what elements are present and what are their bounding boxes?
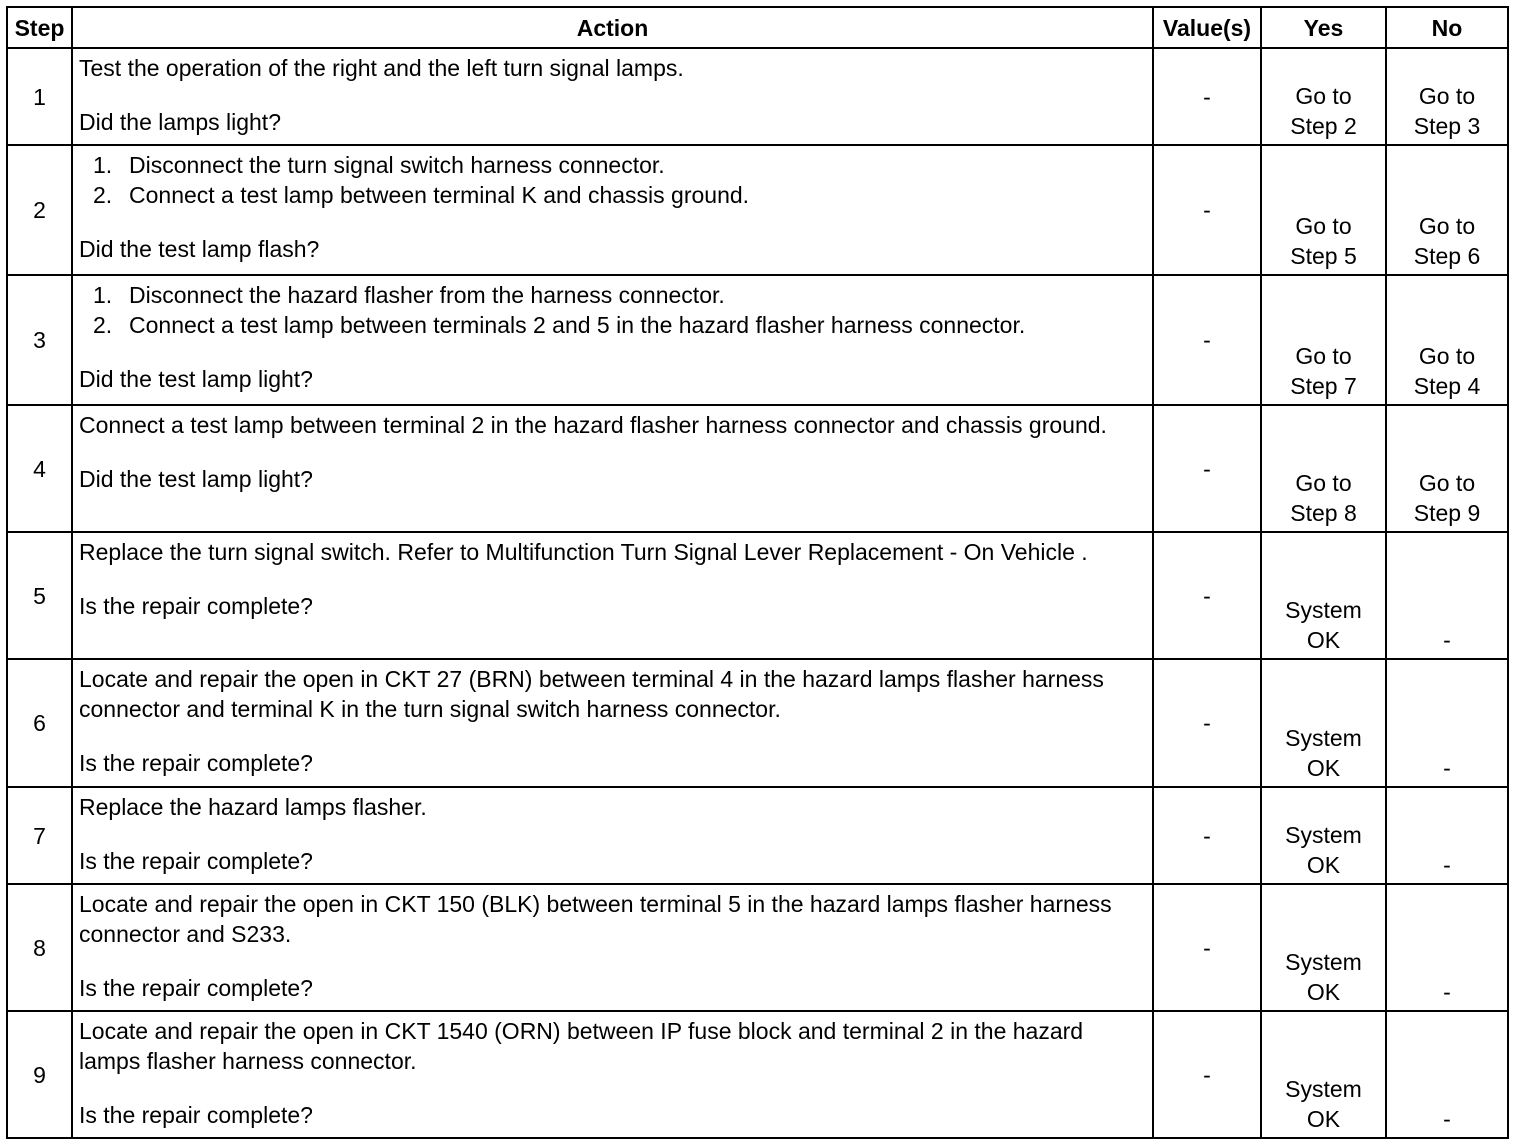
action-question: Is the repair complete? <box>79 975 313 1001</box>
no-result-line: Go to <box>1418 343 1476 369</box>
value-cell: - <box>1153 1011 1261 1138</box>
action-instructions <box>79 53 1144 137</box>
no-result-line: Step 3 <box>1413 113 1481 139</box>
yes-cell <box>1261 145 1386 275</box>
table-row <box>7 659 1508 787</box>
action-instructions <box>79 889 1144 1003</box>
header-action: Action <box>72 7 1153 48</box>
header-values: Value(s) <box>1153 7 1261 48</box>
action-cell <box>72 275 1153 405</box>
step-number: 5 <box>7 532 72 659</box>
no-cell <box>1386 787 1508 884</box>
yes-cell <box>1261 787 1386 884</box>
action-question: Is the repair complete? <box>79 750 313 776</box>
action-instructions <box>79 410 1144 494</box>
action-step-item <box>79 150 1144 180</box>
table-row <box>7 145 1508 275</box>
action-step-item <box>79 180 1144 210</box>
step-number: 7 <box>7 787 72 884</box>
value-cell: - <box>1153 659 1261 787</box>
value-cell: - <box>1153 275 1261 405</box>
no-cell <box>1386 1011 1508 1138</box>
action-cell <box>72 48 1153 145</box>
yes-result-line: OK <box>1306 755 1341 781</box>
value-cell: - <box>1153 532 1261 659</box>
yes-result-line: OK <box>1306 852 1341 878</box>
yes-result-line: System <box>1285 725 1362 751</box>
action-instructions <box>79 792 1144 876</box>
action-cell <box>72 145 1153 275</box>
action-text: Connect a test lamp between terminal 2 in the hazard flasher harness connector and chassis ground. <box>79 412 1107 438</box>
action-cell <box>72 1011 1153 1138</box>
action-question: Is the repair complete? <box>79 1102 313 1128</box>
action-text: Locate and repair the open in CKT 27 (BRN) between terminal 4 in the hazard lamps flasher harness connector and terminal K in the turn signal switch harness connector. <box>79 666 1104 722</box>
table-row <box>7 275 1508 405</box>
table-row <box>7 1011 1508 1138</box>
yes-cell <box>1261 884 1386 1011</box>
header-row <box>7 7 1508 48</box>
table-row <box>7 884 1508 1011</box>
yes-cell <box>1261 532 1386 659</box>
action-question: Is the repair complete? <box>79 593 313 619</box>
action-step-text: Disconnect the turn signal switch harness connector. <box>129 152 665 178</box>
value-cell: - <box>1153 405 1261 532</box>
step-number: 4 <box>7 405 72 532</box>
action-cell <box>72 405 1153 532</box>
value-cell: - <box>1153 48 1261 145</box>
no-result-line: Go to <box>1418 83 1476 109</box>
action-question: Is the repair complete? <box>79 848 313 874</box>
yes-result-line: Go to <box>1295 83 1352 109</box>
action-instructions <box>79 150 1144 264</box>
no-result-line: - <box>1443 1106 1451 1132</box>
action-cell <box>72 532 1153 659</box>
diagnostic-table <box>6 6 1509 1139</box>
value-cell: - <box>1153 787 1261 884</box>
yes-result-line: OK <box>1306 627 1341 653</box>
yes-result-line: Go to <box>1295 343 1352 369</box>
action-text: Locate and repair the open in CKT 1540 (ORN) between IP fuse block and terminal 2 in the hazard lamps flasher harness connector. <box>79 1018 1084 1074</box>
yes-cell <box>1261 48 1386 145</box>
no-cell <box>1386 145 1508 275</box>
action-step-item <box>79 280 1144 310</box>
action-question: Did the test lamp flash? <box>79 236 320 262</box>
step-number: 1 <box>7 48 72 145</box>
yes-result-line: Step 8 <box>1290 500 1357 526</box>
step-number: 3 <box>7 275 72 405</box>
action-instructions <box>79 537 1144 621</box>
action-question: Did the test lamp light? <box>79 366 313 392</box>
action-step-item <box>79 310 1144 340</box>
no-cell <box>1386 659 1508 787</box>
no-cell <box>1386 275 1508 405</box>
step-number: 2 <box>7 145 72 275</box>
action-cell <box>72 884 1153 1011</box>
yes-result-line: System <box>1285 822 1362 848</box>
no-cell <box>1386 532 1508 659</box>
yes-result-line: Step 5 <box>1290 243 1357 269</box>
action-step-number: 1. <box>93 152 113 178</box>
yes-result-line: Step 2 <box>1290 113 1357 139</box>
value-cell: - <box>1153 884 1261 1011</box>
no-result-line: - <box>1443 852 1451 878</box>
header-step: Step <box>7 7 72 48</box>
yes-result-line: Go to <box>1295 470 1352 496</box>
action-text: Replace the turn signal switch. Refer to Multifunction Turn Signal Lever Replacement - On Vehicle . <box>79 539 1088 565</box>
value-cell: - <box>1153 145 1261 275</box>
yes-result-line: Go to <box>1295 213 1352 239</box>
action-steps-list <box>79 280 1144 340</box>
action-step-number: 1. <box>93 282 113 308</box>
no-result-line: - <box>1443 755 1451 781</box>
no-result-line: Go to <box>1418 213 1476 239</box>
table-row <box>7 405 1508 532</box>
action-step-text: Connect a test lamp between terminal K and chassis ground. <box>129 182 750 208</box>
action-text: Replace the hazard lamps flasher. <box>79 794 427 820</box>
action-instructions <box>79 1016 1144 1130</box>
table-row <box>7 787 1508 884</box>
yes-result-line: OK <box>1306 1106 1341 1132</box>
no-result-line: - <box>1443 979 1451 1005</box>
no-result-line: Step 4 <box>1413 373 1481 399</box>
action-question: Did the test lamp light? <box>79 466 313 492</box>
header-no: No <box>1386 7 1508 48</box>
yes-cell <box>1261 1011 1386 1138</box>
yes-result-line: System <box>1285 597 1362 623</box>
no-cell <box>1386 884 1508 1011</box>
step-number: 6 <box>7 659 72 787</box>
action-text: Locate and repair the open in CKT 150 (BLK) between terminal 5 in the hazard lamps flasher harness connector and S233. <box>79 891 1112 947</box>
action-step-text: Disconnect the hazard flasher from the harness connector. <box>129 282 725 308</box>
yes-result-line: Step 7 <box>1290 373 1357 399</box>
yes-cell <box>1261 659 1386 787</box>
action-steps-list <box>79 150 1144 210</box>
step-number: 9 <box>7 1011 72 1138</box>
yes-cell <box>1261 275 1386 405</box>
action-cell <box>72 787 1153 884</box>
action-step-number: 2. <box>93 182 113 208</box>
action-step-number: 2. <box>93 312 113 338</box>
yes-result-line: System <box>1285 949 1362 975</box>
no-result-line: Step 9 <box>1413 500 1481 526</box>
action-step-text: Connect a test lamp between terminals 2 and 5 in the hazard flasher harness connector. <box>129 312 1026 338</box>
yes-result-line: OK <box>1306 979 1341 1005</box>
header-yes: Yes <box>1261 7 1386 48</box>
yes-cell <box>1261 405 1386 532</box>
action-question: Did the lamps light? <box>79 109 281 135</box>
no-result-line: - <box>1443 627 1451 653</box>
action-instructions <box>79 280 1144 394</box>
no-cell <box>1386 48 1508 145</box>
step-number: 8 <box>7 884 72 1011</box>
no-result-line: Step 6 <box>1413 243 1481 269</box>
action-text: Test the operation of the right and the left turn signal lamps. <box>79 55 684 81</box>
no-result-line: Go to <box>1418 470 1476 496</box>
table-row <box>7 532 1508 659</box>
yes-result-line: System <box>1285 1076 1362 1102</box>
table-body <box>7 48 1508 1138</box>
action-cell <box>72 659 1153 787</box>
no-cell <box>1386 405 1508 532</box>
table-row <box>7 48 1508 145</box>
action-instructions <box>79 664 1144 778</box>
